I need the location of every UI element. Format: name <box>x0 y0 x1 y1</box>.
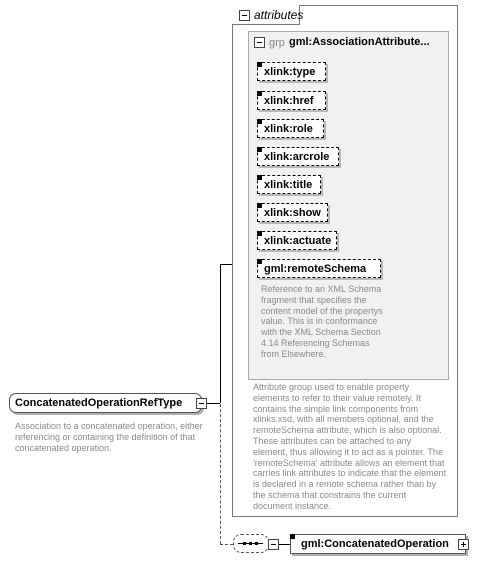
attribute-xlink-show[interactable]: xlink:show <box>257 203 328 222</box>
attributes-collapse-icon[interactable] <box>239 10 250 21</box>
complex-type-description: Association to a concatenated operation, either referencing or containing the definition of that concatenated operation. <box>15 421 203 453</box>
attribute-xlink-href[interactable]: xlink:href <box>257 91 326 110</box>
element-name: gml:ConcatenatedOperation <box>301 538 449 550</box>
attribute-xlink-arcrole[interactable]: xlink:arcrole <box>257 147 339 166</box>
connector-to-attributes <box>220 264 232 265</box>
group-description: Attribute group used to enable property elements to refer to their value remotely. It contains the simple link components from xlinks.xsd, with all members optional, and the remoteSchema attribute, which is also optional. These attributes can be attached to any element, thus allowing it to act as a pointer. The 'remoteSchema' attribute allows an element that carries link attributes to indicate that the element is declared in a remote schema rather than by the schema that constrains the current document instance. <box>253 382 447 511</box>
complex-type-name: ConcatenatedOperationRefType <box>15 397 183 409</box>
connector-to-sequence-vertical <box>220 404 221 544</box>
element-concatenated-operation[interactable] <box>290 534 466 554</box>
attribute-xlink-type[interactable]: xlink:type <box>257 62 326 81</box>
attribute-xlink-title[interactable]: xlink:title <box>257 175 321 194</box>
sequence-icon <box>233 534 269 553</box>
attribute-gml-remote-schema[interactable]: gml:remoteSchema <box>257 259 381 278</box>
remote-schema-description: Reference to an XML Schema fragment that specifies the content model of the propertys value. This is in conformance with the XML Schema Section 4.14 Referencing Schemas from Elsewhere. <box>261 284 383 359</box>
element-expand-icon[interactable] <box>458 539 469 550</box>
complex-type-collapse-icon[interactable] <box>196 398 207 409</box>
complex-type-box[interactable] <box>9 393 202 413</box>
group-prefix-label: grp <box>269 37 285 49</box>
sequence-collapse-icon[interactable] <box>268 539 279 550</box>
group-collapse-icon[interactable] <box>254 37 265 48</box>
attribute-xlink-role[interactable]: xlink:role <box>257 119 324 138</box>
connector-main-to-branch <box>207 403 220 404</box>
connector-branch-vertical <box>220 264 221 403</box>
connector-to-sequence <box>220 544 233 545</box>
sequence-compositor[interactable] <box>233 534 269 553</box>
attribute-xlink-actuate[interactable]: xlink:actuate <box>257 231 337 250</box>
attributes-title: attributes <box>254 8 304 22</box>
group-name: gml:AssociationAttribute... <box>289 36 430 48</box>
